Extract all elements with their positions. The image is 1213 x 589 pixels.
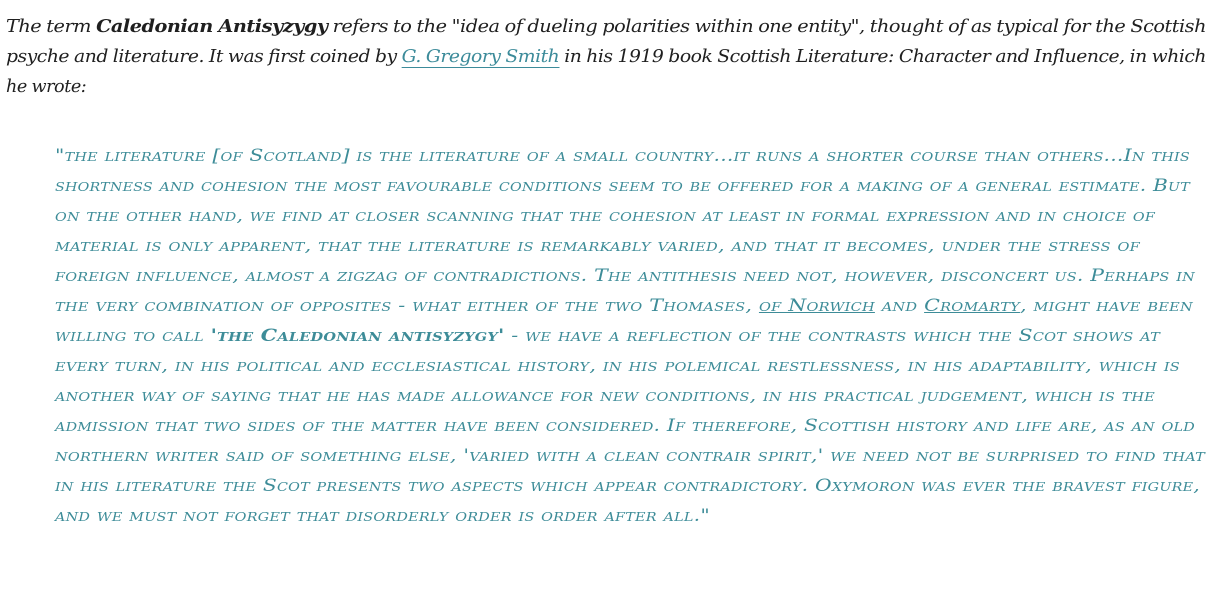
intro-text: refers to the "idea of dueling polarities within one entity", thought of as typical for the Scottish xyxy=(327,17,1207,37)
quote-term-caledonian-antisyzygy: 'the Caledonian antisyzygy' xyxy=(210,326,505,346)
quote-line: foreign influence, almost a zigzag of contradictions. The antithesis need not, however, disconcert us. Perhaps in xyxy=(55,266,1195,286)
block-quote xyxy=(55,141,1213,531)
quote-text: the very combination of opposites - what either of the two Thomases, xyxy=(55,296,759,316)
intro-text: in his 1919 book Scottish Literature: Character and Influence, in which xyxy=(559,47,1206,67)
intro-line-1 xyxy=(6,12,1206,42)
quote-line xyxy=(55,291,1213,321)
intro-text: psyche and literature. It was first coined by xyxy=(6,47,402,67)
quote-line: "the literature [of Scotland] is the literature of a small country...it runs a shorter course than others...In this xyxy=(55,146,1190,166)
quote-line: another way of saying that he has made allowance for new conditions, in his practical judgement, which is the xyxy=(55,386,1155,406)
quote-line: on the other hand, we find at closer scanning that the cohesion at least in formal expression and in choice of xyxy=(55,206,1155,226)
quote-text: willing to call xyxy=(55,326,211,346)
quote-line: shortness and cohesion the most favourable conditions seem to be offered for a making of a general estimate. But xyxy=(55,176,1190,196)
g-gregory-smith-link[interactable]: G. Gregory Smith xyxy=(401,47,560,67)
quote-text: and xyxy=(874,296,925,316)
intro-paragraph xyxy=(6,12,1206,102)
quote-line: material is only apparent, that the literature is remarkably varied, and that it becomes, under the stress of xyxy=(55,236,1140,256)
of-norwich-link[interactable]: of Norwich xyxy=(758,296,875,316)
term-caledonian-antisyzygy: Caledonian Antisyzygy xyxy=(96,16,328,37)
quote-line xyxy=(55,321,1213,351)
quote-text: , might have been xyxy=(1019,296,1193,316)
intro-text: he wrote: xyxy=(6,77,87,97)
cromarty-link[interactable]: Cromarty xyxy=(924,296,1020,316)
quote-line: northern writer said of something else, 'varied with a clean contrair spirit,' we need not be surprised to find that xyxy=(55,446,1205,466)
intro-line-3 xyxy=(6,72,1206,102)
quote-line: admission that two sides of the matter have been considered. If therefore, Scottish history and life are, as an old xyxy=(55,416,1195,436)
quote-text: - we have a reflection of the contrasts which the Scot shows at xyxy=(504,326,1160,346)
quote-line: and we must not forget that disorderly order is order after all." xyxy=(55,506,710,526)
quote-line: every turn, in his political and ecclesiastical history, in his polemical restlessness, in his adaptability, which is xyxy=(55,356,1180,376)
quote-line: in his literature the Scot presents two aspects which appear contradictory. Oxymoron was ever the bravest figure, xyxy=(55,476,1200,496)
intro-line-2 xyxy=(6,42,1206,72)
intro-text: The term xyxy=(6,17,97,37)
